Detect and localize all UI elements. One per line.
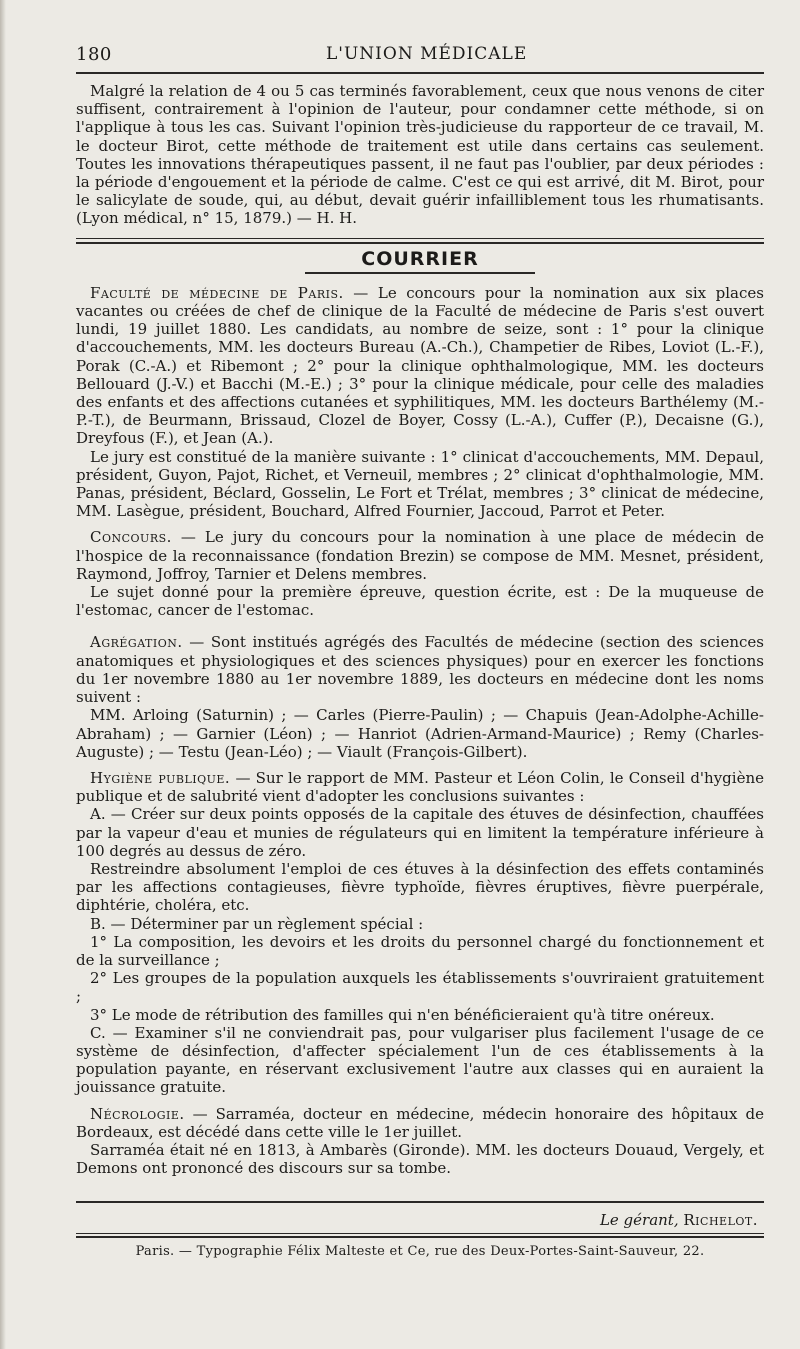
hygiene-heading: Hygiène publique. — [90, 768, 231, 787]
article-body — [76, 82, 764, 1177]
concours-paragraph — [76, 528, 764, 583]
necrologie-paragraph — [76, 1105, 764, 1141]
hygiene-b3: 3° Le mode de rétribution des familles qui n'en bénéficieraient qu'à titre onéreux. — [90, 1005, 715, 1024]
hygiene-text: — Sur le rapport de MM. Pasteur et Léon Colin, le Conseil d'hygiène publique et de salubrité vient d'adopter les conclusions suivantes : — [76, 768, 764, 806]
page-header — [76, 38, 764, 68]
section-divider — [76, 238, 764, 244]
faculte-jury: Le jury est constitué de la manière suivante : 1° clinicat d'accouchements, MM. Depaul, président, Guyon, Pajot, Richet, et Verneuil, membres ; 2° clinicat d'ophthalmologie, MM. Panas, président, Béclard, Gosselin, Le Fort et Trélat, membres ; 3° clinicat de médecine, MM. Lasègue, président, Bouchard, Alfred Fournier, Jaccoud, Parrot et Peter. — [76, 447, 764, 521]
hygiene-paragraph — [76, 769, 764, 805]
necrologie-text: — Sarraméa, docteur en médecine, médecin honoraire des hôpitaux de Bordeaux, est décédé dans cette ville le 1er juillet. — [76, 1104, 764, 1141]
agregation-heading: Agrégation. — [90, 633, 183, 652]
concours-sujet: Le sujet donné pour la première épreuve, question écrite, est : De la muqueuse de l'estomac, cancer de l'estomac. — [76, 583, 764, 620]
concours-text: — Le jury du concours pour la nomination à une place de médecin de l'hospice de la reconnaissance (fondation Brezin) se compose de MM. Mesnet, président, Raymond, Joffroy, Tarnier et Delens membres. — [76, 528, 764, 583]
imprint-rule — [76, 1233, 764, 1238]
hygiene-c: C. — Examiner s'il ne conviendrait pas, pour vulgariser plus facilement l'usage de ce système de désinfection, d'affecter spécialement l'un de ces établissements à la population payante, en réservant exclusivement l'autre aux classes qui en auraient la jouissance gratuite. — [76, 1023, 764, 1097]
hygiene-b2: 2° Les groupes de la population auxquels les établissements s'ouvriraient gratuitement ; — [76, 969, 764, 1006]
faculte-heading: Faculté de médecine de Paris. — [90, 283, 344, 302]
printer-imprint: Paris. — Typographie Félix Malteste et Ce, rue des Deux-Portes-Saint-Sauveur, 22. — [135, 1244, 705, 1260]
hygiene-a2: Restreindre absolument l'emploi de ces étuves à la désinfection des effets contaminés par les affections contagieuses, fièvre typhoïde, fièvres éruptives, fièvre puerpérale, diphtérie, choléra, etc. — [76, 859, 764, 915]
signature-name: Richelot. — [683, 1211, 758, 1230]
signature — [76, 1211, 758, 1229]
end-rule — [76, 1201, 764, 1203]
faculte-text: — Le concours pour la nomination aux six places vacantes ou créées de chef de clinique de la Faculté de médecine de Paris s'est ouvert lundi, 19 juillet 1880. Les candidats, au nombre de seize, sont : 1° pour la clinique d'accouchements, MM. les docteurs Bureau (A.-Ch.), Champetier de Ribes, Loviot (L.-F.), Porak (C.-A.) et Ribemont ; 2° pour la clinique ophthalmologique, MM. les docteurs Bellouard (J.-V.) et Bacchi (M.-E.) ; 3° pour la clinique médicale, pour celle des maladies des enfants et des affections cutanées et syphilitiques, MM. les docteurs Barthélemy (M.-P.-T.), de Beurmann, Brissaud, Clozel de Boyer, Cossy (L.-A.), Cuffer (P.), Decaisne (G.), Dreyfous (F.), et Jean (A.). — [76, 283, 764, 448]
agregation-names: MM. Arloing (Saturnin) ; — Carles (Pierre-Paulin) ; — Chapuis (Jean-Adolphe-Achille-Abraham) ; — Garnier (Léon) ; — Hanriot (Adrien-Armand-Maurice) ; Remy (Charles-Auguste) ; — Testu (Jean-Léo) ; — Viault (François-Gilbert). — [76, 706, 764, 761]
faculte-paragraph — [76, 284, 764, 448]
section-title-rule — [305, 272, 535, 274]
header-rule — [76, 72, 764, 74]
agregation-paragraph — [76, 633, 764, 706]
necrologie-heading: Nécrologie. — [90, 1104, 185, 1123]
hygiene-b: B. — Déterminer par un règlement spécial : — [90, 914, 424, 933]
hygiene-a1: A. — Créer sur deux points opposés de la capitale des étuves de désinfection, chauffées par la vapeur d'eau et munies de régulateurs qui en limitent la température inférieure à 100 degrés au dessus de zéro. — [76, 805, 764, 860]
intro-paragraph: Malgré la relation de 4 ou 5 cas terminés favorablement, ceux que nous venons de citer suffisent, contrairement à l'opinion de l'auteur, pour condamner cette méthode, si on l'applique à tous les cas. Suivant l'opinion très-judicieuse du rapporteur de ce travail, M. le docteur Birot, cette méthode de traitement est utile dans certains cas seulement. Toutes les innovations thérapeutiques passent, il ne faut pas l'oublier, par deux périodes : la période d'engouement et la période de calme. C'est ce qui est arrivé, dit M. Birot, pour le salicylate de soude, qui, au début, devait guérir infailliblement tous les rhumatisants. (Lyon médical, n° 15, 1879.) — H. H. — [76, 82, 764, 228]
section-title: COURRIER — [361, 247, 479, 270]
agregation-text: — Sont institués agrégés des Facultés de médecine (section des sciences anatomiques et physiologiques et des sciences physiques) pour en exercer les fonctions du 1er novembre 1880 au 1er novembre 1889, les docteurs en médecine dont les noms suivent : — [76, 633, 764, 707]
journal-title: L'UNION MÉDICALE — [326, 44, 528, 64]
concours-heading: Concours. — [90, 528, 172, 547]
page-spine-shadow — [0, 0, 6, 1349]
page-number: 180 — [76, 44, 112, 65]
signature-prefix: Le gérant, — [599, 1211, 679, 1230]
necrologie-text2: Sarraméa était né en 1813, à Ambarès (Gironde). MM. les docteurs Douaud, Vergely, et Demons ont prononcé des discours sur sa tombe. — [76, 1140, 764, 1178]
hygiene-b1: 1° La composition, les devoirs et les droits du personnel chargé du fonctionnement et de la surveillance ; — [76, 932, 764, 969]
